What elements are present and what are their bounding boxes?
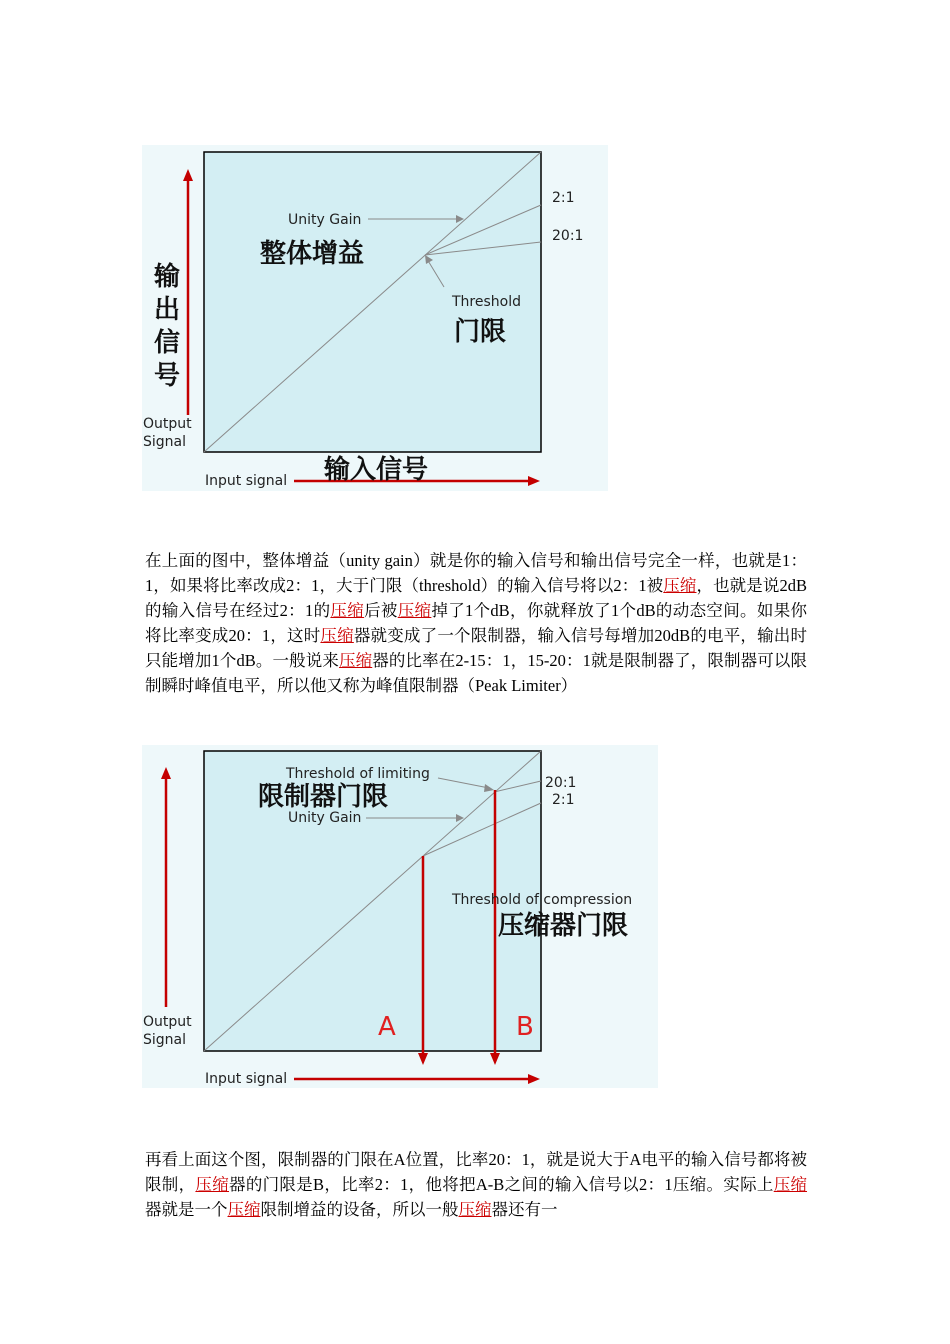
- paragraph-text: 掉了1个dB，你就释放了1个dB的动态空间。如果你将比率变成20：1，这时: [145, 601, 808, 645]
- threshold-cn-label: 门限: [454, 317, 507, 347]
- compression-link[interactable]: 压缩: [663, 576, 697, 595]
- paragraph-text: 器就是一个: [145, 1200, 228, 1219]
- compression-link[interactable]: 压缩: [339, 651, 373, 670]
- paragraph-text: 后被: [364, 601, 398, 620]
- x-axis-label: Input signal: [205, 473, 288, 489]
- compression-link[interactable]: 压缩: [397, 601, 432, 620]
- paragraph-text: 再看上面这个图，限制器的门限在A位置，比率20：1，就是说大于A电平的输入信号都将被限制，: [145, 1150, 807, 1194]
- limiter-threshold-diagram: [142, 745, 658, 1088]
- compression-link[interactable]: 压缩: [458, 1200, 492, 1219]
- ratio-20-1-label: 20:1: [552, 228, 584, 244]
- paragraph-compression-ratio: [145, 548, 807, 698]
- x-axis-cn-label: 输入信号: [324, 455, 429, 485]
- threshold-label: Threshold: [452, 294, 521, 310]
- y-axis-cn-char-2: 出: [154, 295, 181, 325]
- marker-a-label: A: [378, 1012, 396, 1042]
- y-axis-cn-char-3: 信: [154, 328, 181, 358]
- compressor-ratio-diagram: [142, 145, 608, 491]
- paragraph-text: 器的门限是B，比率2：1，他将把A-B之间的输入信号以2：1压缩。实际上: [229, 1175, 774, 1194]
- marker-b-label: B: [516, 1012, 534, 1042]
- ratio-20-1-label: 20:1: [545, 775, 577, 791]
- y-axis-label-line1: Output: [143, 416, 192, 432]
- compression-link[interactable]: 压缩: [227, 1200, 261, 1219]
- threshold-compression-cn-label: 压缩器门限: [498, 911, 629, 941]
- compression-link[interactable]: 压缩: [320, 626, 354, 645]
- ratio-2-1-label: 2:1: [552, 792, 575, 808]
- paragraph-text: 限制增益的设备，所以一般: [260, 1200, 459, 1219]
- limiter-threshold-figure: [142, 745, 658, 1088]
- ratio-2-1-label: 2:1: [552, 190, 575, 206]
- y-axis-label-line2: Signal: [143, 1032, 187, 1048]
- paragraph-text: ，也就是说2dB的输入信号在经过2：1的: [145, 576, 807, 620]
- paragraph-text: 器就变成了一个限制器，输入信号每增加20dB的电平，输出时只能增加1个dB。一般说来: [145, 626, 808, 670]
- threshold-limiting-label: Threshold of limiting: [286, 766, 430, 782]
- unity-gain-label: Unity Gain: [288, 810, 362, 826]
- unity-gain-cn-label: 整体增益: [260, 239, 365, 269]
- paragraph-text: 在上面的图中，整体增益（unity gain）就是你的输入信号和输出信号完全一样，也就是1：1，如果将比率改成2：1，大于门限（threshold）的输入信号将以2：1被: [145, 551, 807, 595]
- unity-gain-label: Unity Gain: [288, 212, 362, 228]
- threshold-compression-label: Threshold of compression: [452, 892, 633, 908]
- y-axis-cn-char-1: 输: [154, 262, 181, 292]
- paragraph-text: 器还有一: [491, 1200, 558, 1219]
- x-axis-label: Input signal: [205, 1071, 288, 1087]
- y-axis-cn-char-4: 号: [154, 361, 181, 391]
- compression-link[interactable]: 压缩: [330, 601, 365, 620]
- paragraph-text: 器的比率在2-15：1，15-20：1就是限制器了，限制器可以限制瞬时峰值电平，所以他又称为峰值限制器（Peak Limiter）: [145, 651, 807, 695]
- compression-link[interactable]: 压缩: [195, 1175, 230, 1194]
- y-axis-label-line1: Output: [143, 1014, 192, 1030]
- y-axis-label-line2: Signal: [143, 434, 187, 450]
- paragraph-limiter-threshold: [145, 1147, 807, 1222]
- threshold-limiting-cn-label: 限制器门限: [258, 782, 389, 812]
- compression-link[interactable]: 压缩: [773, 1175, 808, 1194]
- compressor-ratio-figure: [142, 145, 608, 491]
